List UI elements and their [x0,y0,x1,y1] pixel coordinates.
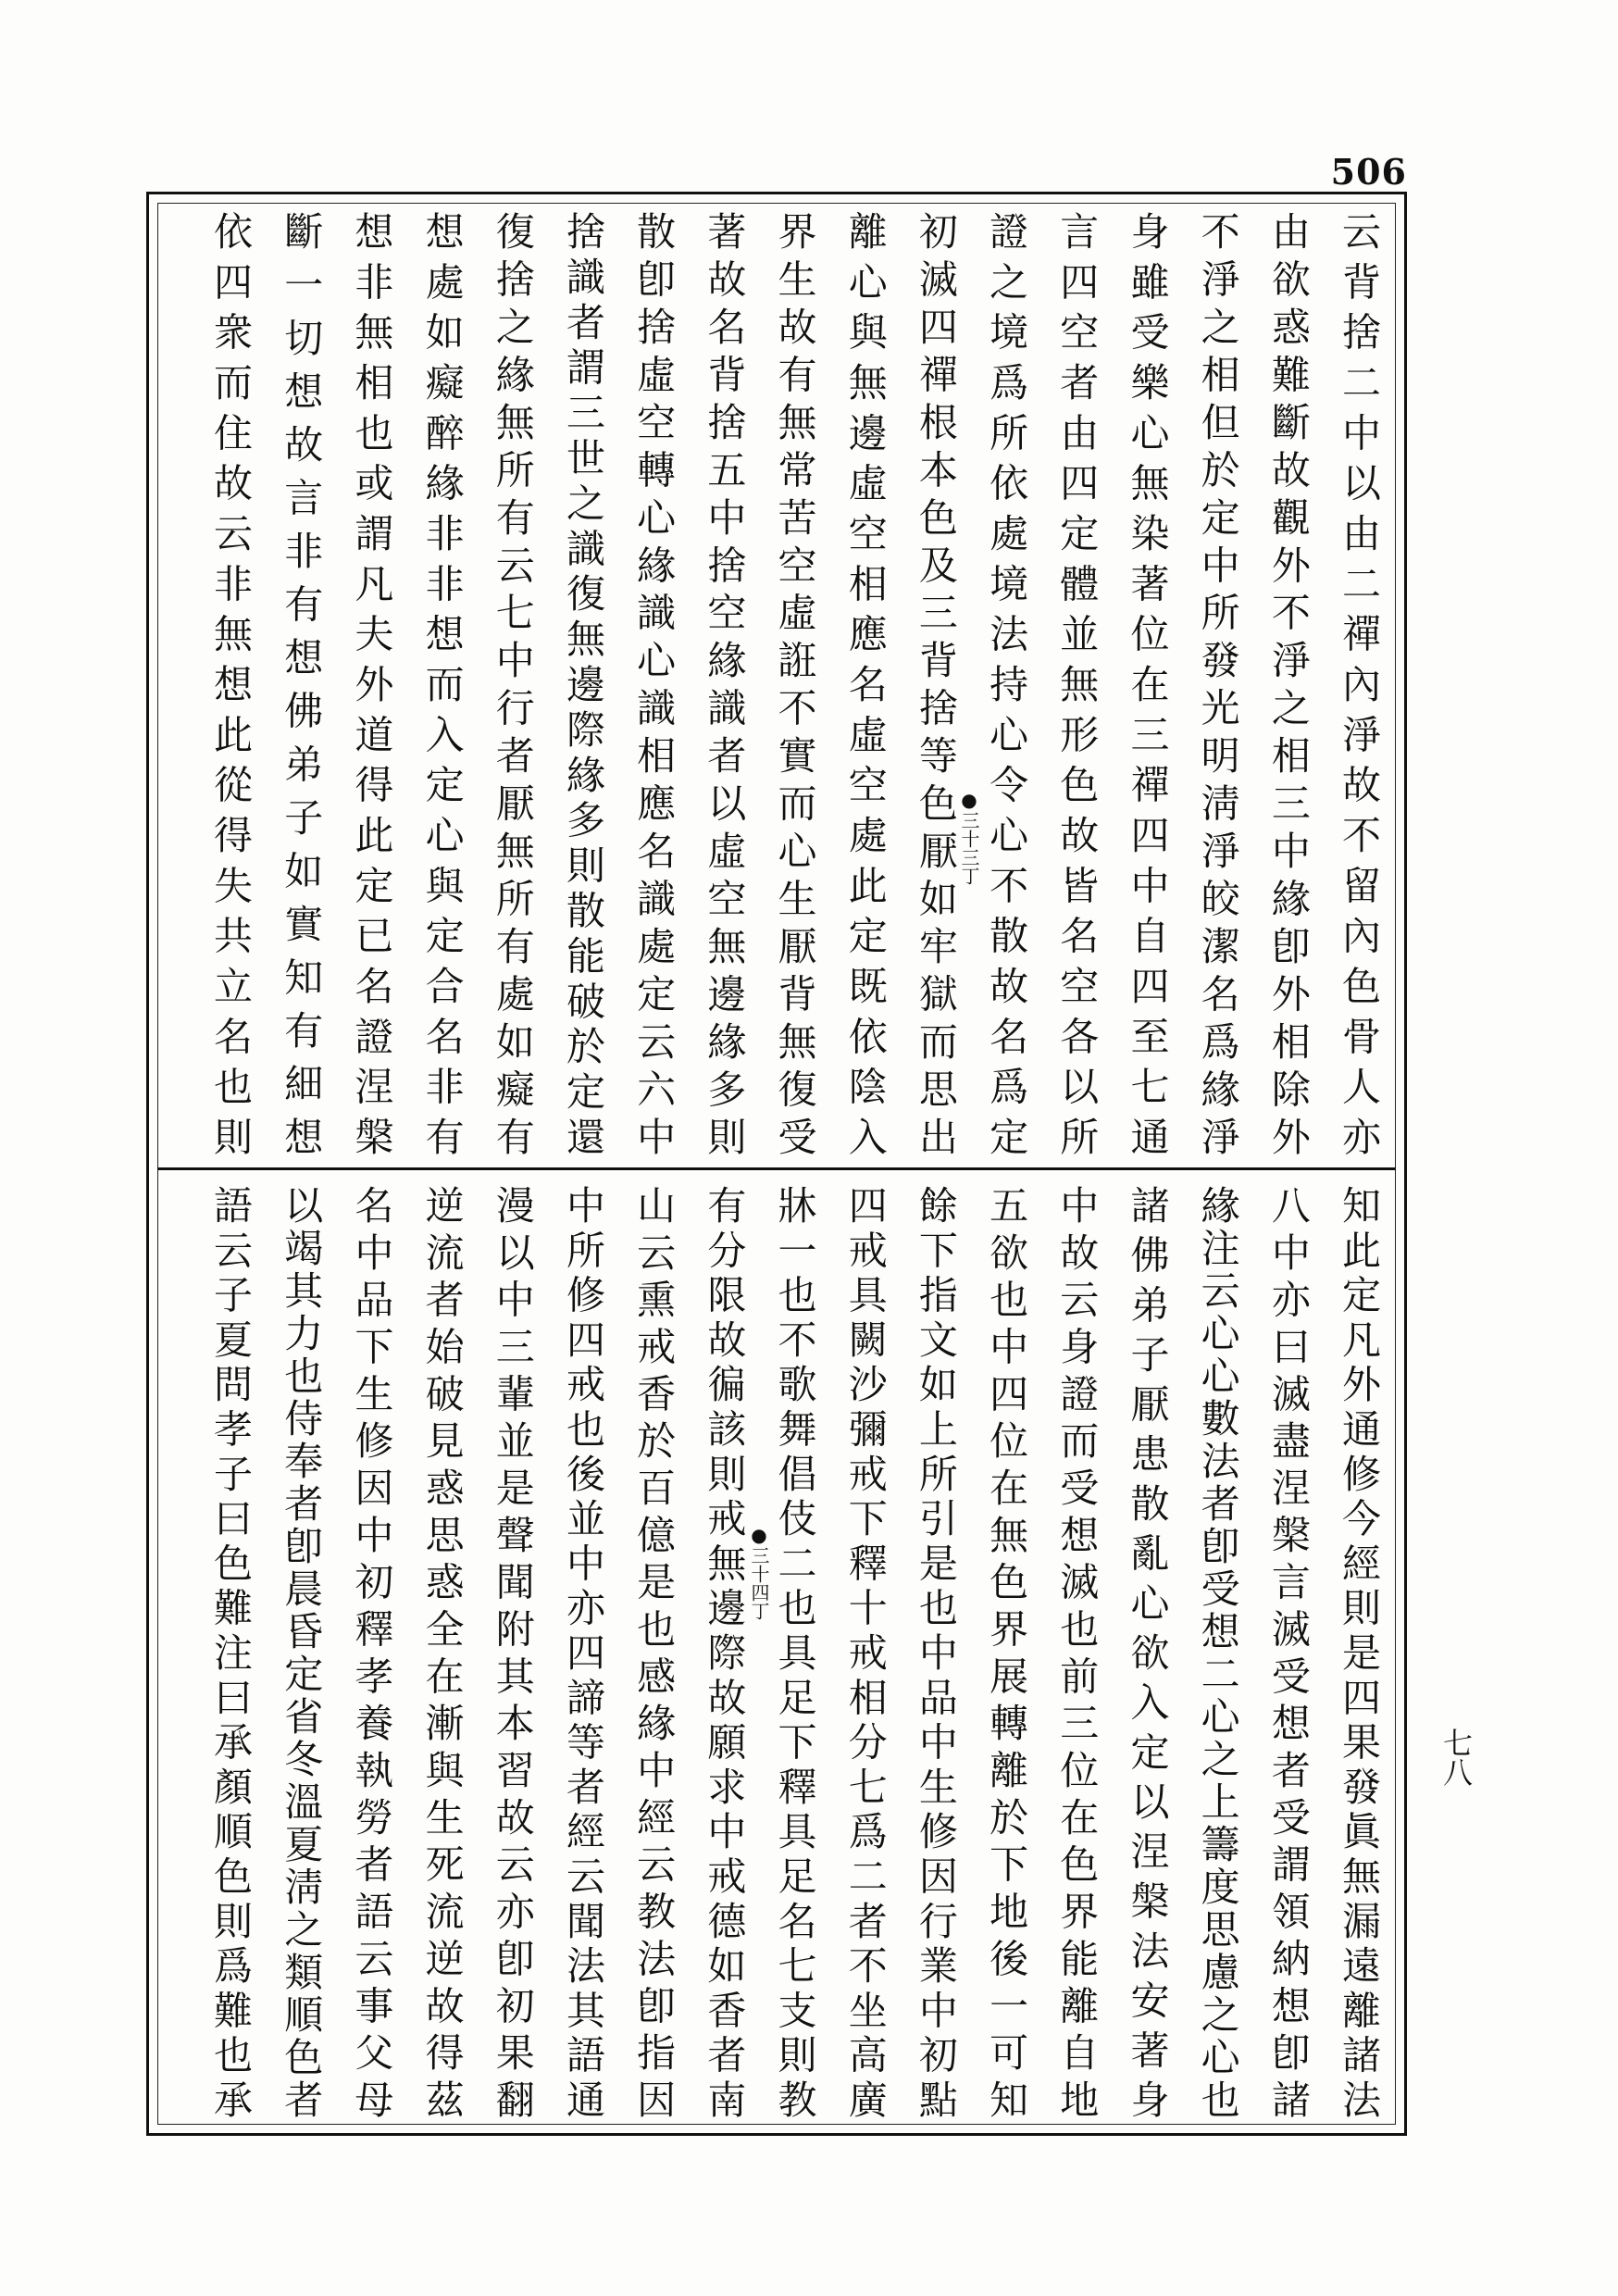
text-column: 言四空者由四定體並無形色故皆名空各以所 [1054,211,1101,1155]
text-column: 界生故有無常苦空虛誑不實而心生厭背無復受 [772,211,818,1155]
text-column: 想處如癡醉緣非非想而入定心與定合名非有 [419,211,466,1155]
text-column: 初滅四禪根本色及三背捨等色厭如牢獄而思出 [913,211,959,1155]
text-column: 餘下指文如上所引是也中品中生修因行業中初點 [913,1185,959,2118]
text-column: 著故名背捨五中捨空緣識者以虛空無邊緣多則 [702,211,748,1155]
text-column: 身雖受樂心無染著位在三禪四中自四至七通 [1125,211,1171,1155]
upper-text-panel [208,211,1382,1155]
margin-folio-label: 七八 [1438,1728,1474,1787]
text-column: 山云熏戒香於百億是也感緣中經云教法卽指因 [631,1185,678,2118]
text-column: 漫以中三輩並是聲聞附其本習故云亦卽初果翻 [490,1185,536,2118]
text-column: 緣注云心心數法者卽受想二心之上籌度思慮之心也 [1195,1185,1241,2118]
text-column: 知此定凡外通修今經則是四果發眞無漏遠離諸法 [1337,1185,1382,2118]
text-column: 由欲惑難斷故觀外不淨之相三中緣卽外相除外 [1265,211,1312,1155]
text-column: 牀一也不歌舞倡伎二也具足下釋具足名七支則教 [772,1185,818,2118]
text-column: 復捨之緣無所有云七中行者厭無所有處如癡有 [490,211,536,1155]
text-column: 五欲也中四位在無色界展轉離於下地後一可知 [984,1185,1030,2118]
text-column: 語云子夏問孝子曰色難注曰承顏順色則爲難也承 [208,1185,254,2118]
text-column: 想非無相也或謂凡夫外道得此定已名證涅槃 [349,211,395,1155]
text-column: 有分限故徧該則戒無邊際故願求中戒德如香者南 [702,1185,748,2118]
text-column: 散卽捨虛空轉心緣識心識相應名識處定云六中 [631,211,678,1155]
lower-text-panel [208,1185,1382,2118]
text-column: 云背捨二中以由二禪內淨故不留內色骨人亦 [1337,211,1382,1155]
text-column: 諸佛弟子厭患散亂心欲入定以涅槃法安著身 [1125,1185,1171,2118]
text-column: 四戒具闕沙彌戒下釋十戒相分七爲二者不坐高廣 [842,1185,889,2118]
text-column: 名中品下生修因中初釋孝養執勞者語云事父母 [349,1185,395,2118]
text-column: 捨識者謂三世之識復無邊際緣多則散能破於定還 [560,211,606,1155]
panel-divider [157,1167,1396,1170]
text-column: 中所修四戒也後並中亦四諦等者經云聞法其語通 [560,1185,606,2118]
text-column: 依四衆而住故云非無想此從得失共立名也則 [208,211,254,1155]
text-column: 證之境爲所依處境法持心令心不散故名爲定 [984,211,1030,1155]
text-column: 逆流者始破見惑思惑全在漸與生死流逆故得茲 [419,1185,466,2118]
text-column: 斷一切想故言非有想佛弟子如實知有細想 [279,211,325,1155]
text-column: 不淨之相但於定中所發光明淸淨皎潔名爲緣淨 [1195,211,1241,1155]
text-column: 八中亦曰滅盡涅槃言滅受想者受謂領納想卽諸 [1265,1185,1312,2118]
page-number: 506 [1330,151,1407,193]
text-column: 中故云身證而受想滅也前三位在色界能離自地 [1054,1185,1101,2118]
folio-annotation: ●三十四丁 [748,1524,770,1620]
folio-annotation: ●三十三丁 [958,789,980,885]
text-column: 以竭其力也侍奉者卽晨昏定省冬溫夏淸之類順色者 [279,1185,325,2118]
text-column: 離心與無邊虛空相應名虛空處此定既依陰入 [842,211,889,1155]
